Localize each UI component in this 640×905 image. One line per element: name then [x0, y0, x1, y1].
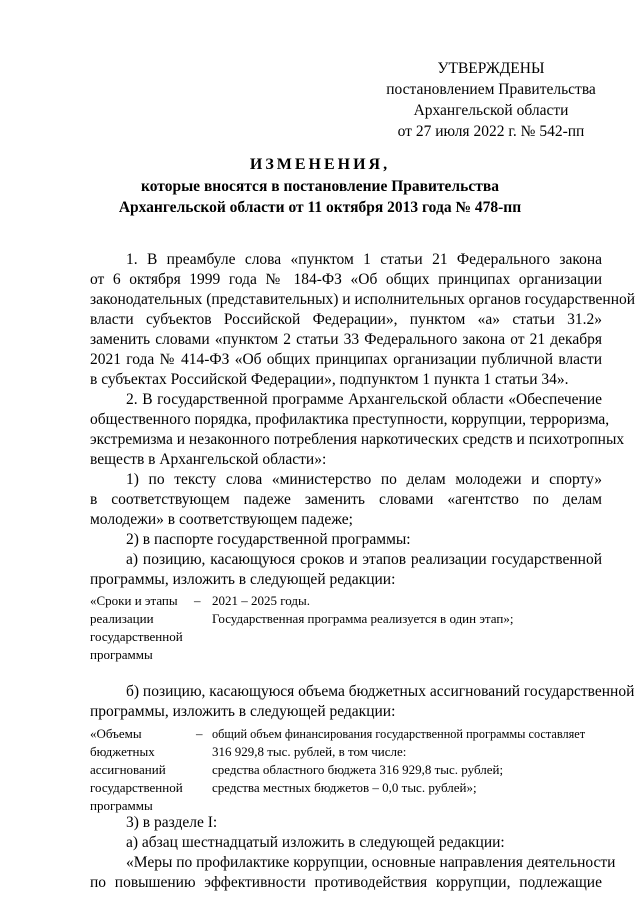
approval-line: постановлением Правительства [386, 81, 596, 98]
paragraph-line: 1. В преамбуле слова «пунктом 1 статьи 21 Федерального закона [126, 251, 602, 268]
table-label: бюджетных [90, 744, 155, 759]
paragraph-line: программы, изложить в следующей редакции: [90, 571, 396, 588]
table-value: средства местных бюджетов – 0,0 тыс. рублей»; [212, 780, 477, 795]
table-label: реализации [90, 611, 154, 626]
table-value: общий объем финансирования государственной программы составляет [212, 727, 586, 741]
table-label: «Сроки и этапы [90, 593, 178, 608]
table-value: 2021 – 2025 годы. [212, 593, 310, 608]
paragraph-line: законодательных (представительных) и исполнительных органов государственной [90, 291, 636, 308]
paragraph-line: 1) по тексту слова «министерство по делам молодежи и спорту» [126, 471, 602, 488]
table-dash: – [196, 726, 203, 741]
table-label: государственной [90, 629, 183, 644]
paragraph-line: «Меры по профилактике коррупции, основные направления деятельности [126, 854, 616, 871]
paragraph-line: в соответствующем падеже заменить словами «агентство по делам [90, 491, 602, 508]
paragraph-line: по повышению эффективности противодействия коррупции, подлежащие [90, 874, 602, 891]
paragraph-line: власти субъектов Российской Федерации», пунктом «а» статьи 31.2» [90, 311, 602, 328]
approval-line: Архангельской области [413, 102, 569, 119]
approval-block [380, 58, 602, 142]
document-subheading: Архангельской области от 11 октября 2013 года № 478-пп [118, 199, 522, 216]
paragraph-line: 2021 года № 414-ФЗ «Об общих принципах организации публичной власти [90, 351, 602, 368]
table-value: средства областного бюджета 316 929,8 тыс. рублей; [212, 762, 504, 777]
paragraph-line: а) позицию, касающуюся сроков и этапов реализации государственной [126, 551, 602, 568]
paragraph-line: веществ в Архангельской области»: [90, 451, 327, 468]
table-label: программы [90, 647, 153, 662]
paragraph-line: молодежи» в соответствующем падеже; [90, 511, 353, 528]
table-label: государственной [90, 780, 183, 795]
table-value: Государственная программа реализуется в один этап»; [212, 611, 514, 626]
table-label: ассигнований [90, 762, 166, 777]
table-dash: – [194, 593, 201, 608]
approval-title: УТВЕРЖДЕНЫ [437, 60, 545, 77]
paragraph-line: 2. В государственной программе Архангельской области «Обеспечение [126, 391, 602, 408]
paragraph-line: а) абзац шестнадцатый изложить в следующей редакции: [126, 834, 505, 851]
paragraph-line: от 6 октября 1999 года № 184-ФЗ «Об общих принципах организации [90, 271, 602, 288]
paragraph-line: экстремизма и незаконного потребления наркотических средств и психотропных [90, 431, 625, 448]
table-value: 316 929,8 тыс. рублей, в том числе: [212, 744, 407, 759]
approval-date: от 27 июля 2022 г. № 542-пп [397, 123, 585, 140]
paragraph-line: общественного порядка, профилактика преступности, коррупции, терроризма, [90, 411, 610, 428]
paragraph-line: заменить словами «пунктом 2 статьи 33 Федерального закона от 21 декабря [90, 331, 602, 348]
paragraph-line: б) позицию, касающуюся объема бюджетных ассигнований государственной [126, 683, 635, 700]
table-label: программы [90, 798, 153, 813]
paragraph-line: программы, изложить в следующей редакции: [90, 703, 396, 720]
document-subheading: которые вносятся в постановление Правительства [141, 178, 499, 195]
table-label: «Объемы [90, 726, 142, 741]
document-heading: ИЗМЕНЕНИЯ, [249, 156, 391, 173]
paragraph-line: в субъектах Российской Федерации», подпунктом 1 пункта 1 статьи 34». [90, 371, 569, 388]
paragraph-line: 2) в паспорте государственной программы: [126, 531, 411, 548]
paragraph-line: 3) в разделе I: [126, 814, 218, 831]
